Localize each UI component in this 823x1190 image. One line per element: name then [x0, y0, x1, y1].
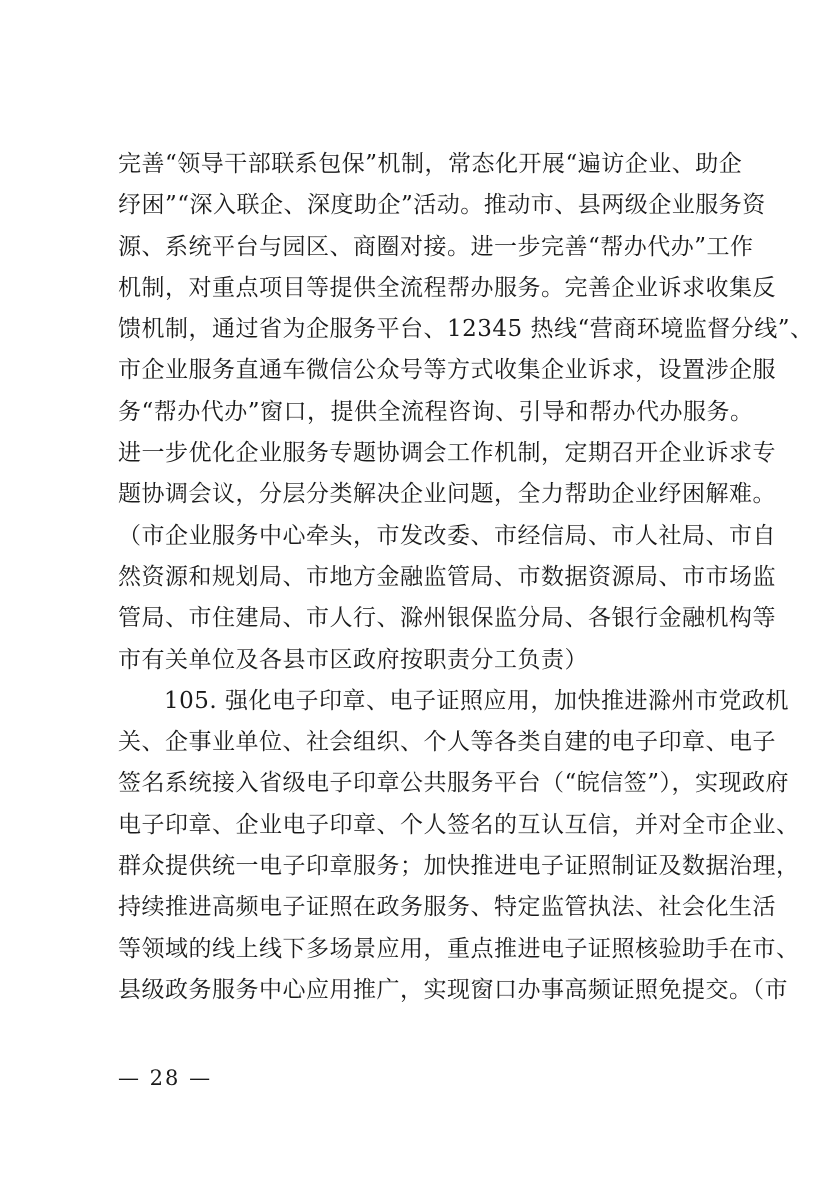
text-line: 务“帮办代办”窗口，提供全流程咨询、引导和帮办代办服务。 — [118, 398, 754, 425]
paragraph-start-line: 105. 强化电子印章、电子证照应用，加快推进滁州市党政机 — [164, 687, 790, 714]
text-line: 等领域的线上线下多场景应用，重点推进电子证照核验助手在市、 — [118, 935, 800, 962]
text-line: 馈机制，通过省为企服务平台、12345 热线“营商环境监督分线”、 — [118, 316, 814, 343]
text-line: 关、企事业单位、社会组织、个人等各类自建的电子印章、电子 — [118, 729, 776, 756]
text-line: 完善“领导干部联系包保”机制，常态化开展“遍访企业、助企 — [118, 151, 743, 177]
text-line: 持续推进高频电子证照在政务服务、特定监管执法、社会化生活 — [118, 894, 776, 921]
body-text — [118, 144, 814, 1011]
page-number: — 28 — — [118, 1066, 213, 1090]
text-line: 市有关单位及各县市区政府按职责分工负责） — [118, 646, 588, 673]
text-line: 群众提供统一电子印章服务；加快推进电子证照制证及数据治理， — [118, 853, 800, 880]
text-line: 电子印章、企业电子印章、个人签名的互认互信，并对全市企业、 — [118, 811, 800, 838]
text-line: 管局、市住建局、市人行、滁州银保监分局、各银行金融机构等 — [118, 605, 776, 632]
text-line: 源、系统平台与园区、商圈对接。进一步完善“帮办代办”工作 — [118, 233, 754, 260]
text-line: 签名系统接入省级电子印章公共服务平台（“皖信签”），实现政府 — [118, 770, 790, 797]
text-line: 市企业服务直通车微信公众号等方式收集企业诉求，设置涉企服 — [118, 357, 776, 384]
text-line: 机制，对重点项目等提供全流程帮办服务。完善企业诉求收集反 — [118, 274, 776, 301]
text-line: （市企业服务中心牵头，市发改委、市经信局、市人社局、市自 — [118, 522, 776, 549]
text-line: 然资源和规划局、市地方金融监管局、市数据资源局、市市场监 — [118, 563, 776, 590]
text-line: 进一步优化企业服务专题协调会工作机制，定期召开企业诉求专 — [118, 440, 776, 467]
text-line: 题协调会议，分层分类解决企业问题，全力帮助企业纾困解难。 — [118, 481, 776, 508]
text-line: 纾困”“深入联企、深度助企”活动。推动市、县两级企业服务资 — [118, 192, 766, 219]
text-line: 县级政务服务中心应用推广，实现窗口办事高频证照免提交。（市 — [118, 976, 788, 1003]
